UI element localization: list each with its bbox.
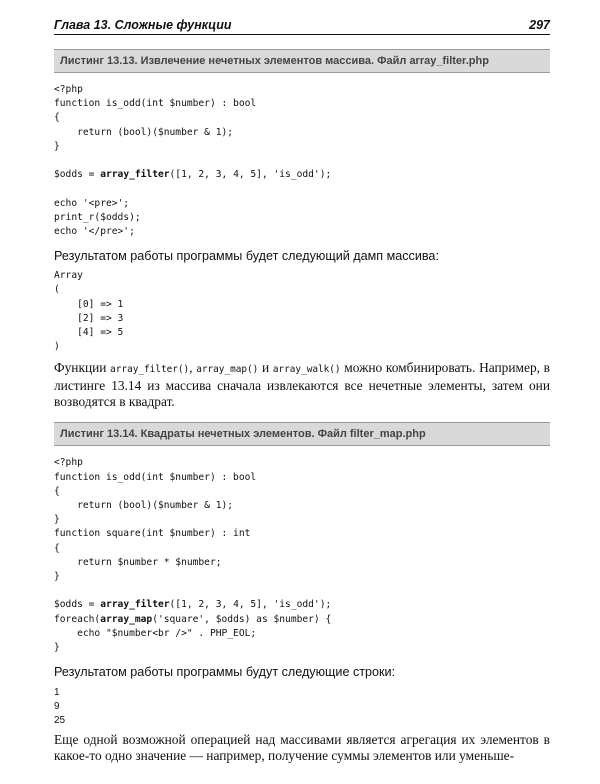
code-text: }: [54, 514, 60, 526]
code-line: [54, 570, 550, 584]
code-line: [54, 154, 550, 168]
code-text: $odds =: [54, 169, 101, 181]
dump-line: [2] => 3: [54, 312, 124, 324]
code-line: [54, 499, 550, 513]
code-text: <?php: [54, 84, 83, 95]
code-line: [54, 627, 550, 641]
code-text: ('square', $odds) as $number) {: [152, 613, 332, 625]
code-line: [54, 211, 550, 225]
code-text: ([1, 2, 3, 4, 5], 'is_odd');: [169, 169, 332, 181]
listing-13-13-title: Листинг 13.13. Извлечение нечетных элементов массива. Файл array_filter.php: [54, 49, 550, 73]
code-text: foreach(: [54, 613, 101, 625]
running-header: [54, 14, 550, 35]
code-text: return (bool)($number & 1);: [54, 500, 234, 512]
code-line: [54, 556, 550, 570]
listing-13-13-code: [54, 83, 550, 239]
text-segment: Функции: [54, 360, 111, 376]
code-line: [54, 527, 550, 541]
dump-line: (: [54, 284, 60, 296]
code-line: [54, 584, 550, 598]
code-line: [54, 111, 550, 125]
code-text: function is_odd(int $number) : bool: [54, 98, 257, 110]
inline-code-array-filter: array_filter(): [110, 364, 190, 376]
code-line: [54, 613, 550, 627]
array-dump-output: [54, 269, 550, 354]
code-text: echo '<pre>';: [54, 197, 130, 209]
code-line: [54, 456, 550, 470]
code-line: [54, 471, 550, 485]
listing-13-14-code: [54, 456, 550, 655]
code-line: [54, 168, 550, 182]
dump-line: [4] => 5: [54, 327, 124, 339]
code-text: {: [54, 485, 60, 497]
code-text: <?php: [54, 457, 83, 469]
inline-code-array-map: array_map(): [196, 364, 259, 376]
dump-line: [0] => 1: [54, 298, 124, 310]
code-line: [54, 97, 550, 111]
paragraph-result-lines: Результатом работы программы будут следующие строки:: [54, 665, 396, 680]
text-segment: можно комбинировать. Например, в листинге 13.14 из массива сначала извлекаются все нечетные элементы, затем они возводятся в квадрат.: [54, 360, 550, 410]
code-line: [54, 83, 550, 97]
code-text: {: [54, 542, 60, 554]
code-line: [54, 126, 550, 140]
output-line: 1: [54, 687, 60, 699]
code-line: [54, 598, 550, 612]
code-text: function is_odd(int $number) : bool: [54, 471, 257, 483]
program-output: [54, 686, 550, 728]
text-segment: ,: [189, 360, 197, 376]
dump-line: ): [54, 341, 60, 353]
code-text: print_r($odds);: [54, 211, 141, 223]
code-function-name: array_filter: [100, 169, 170, 181]
book-page: [54, 14, 550, 764]
dump-line: Array: [54, 270, 83, 282]
code-line: [54, 485, 550, 499]
code-text: $odds =: [54, 599, 101, 611]
code-line: [54, 641, 550, 655]
text-segment: и: [258, 360, 273, 376]
code-text: return (bool)($number & 1);: [54, 126, 234, 138]
code-text: }: [54, 140, 60, 152]
inline-code-array-walk: array_walk(): [272, 364, 341, 376]
code-line: [54, 225, 550, 239]
code-line: [54, 182, 550, 196]
code-text: echo "$number<br />" . PHP_EOL;: [54, 627, 257, 639]
paragraph-aggregation: Еще одной возможной операцией над массивами является агрегация их элементов в какое-то одно значение — например, получение суммы элементов или уменьше-: [54, 732, 550, 764]
chapter-title: Глава 13. Сложные функции: [54, 18, 232, 32]
code-line: [54, 542, 550, 556]
code-text: function square(int $number) : int: [54, 528, 251, 540]
page-number: 297: [529, 18, 550, 32]
output-line: 25: [54, 715, 66, 727]
code-text: }: [54, 642, 60, 654]
code-text: ([1, 2, 3, 4, 5], 'is_odd');: [169, 599, 332, 611]
code-line: [54, 140, 550, 154]
paragraph-result-dump: Результатом работы программы будет следующий дамп массива:: [54, 249, 439, 264]
code-function-name: array_map: [100, 613, 153, 625]
output-line: 9: [54, 701, 60, 713]
code-line: [54, 513, 550, 527]
code-line: [54, 197, 550, 211]
code-text: echo '</pre>';: [54, 226, 135, 238]
code-text: {: [54, 112, 60, 124]
code-function-name: array_filter: [100, 599, 170, 611]
paragraph-combine-functions: [54, 360, 550, 410]
code-text: return $number * $number;: [54, 556, 222, 568]
code-text: }: [54, 571, 60, 583]
listing-13-14-title: Листинг 13.14. Квадраты нечетных элементов. Файл filter_map.php: [54, 422, 550, 446]
